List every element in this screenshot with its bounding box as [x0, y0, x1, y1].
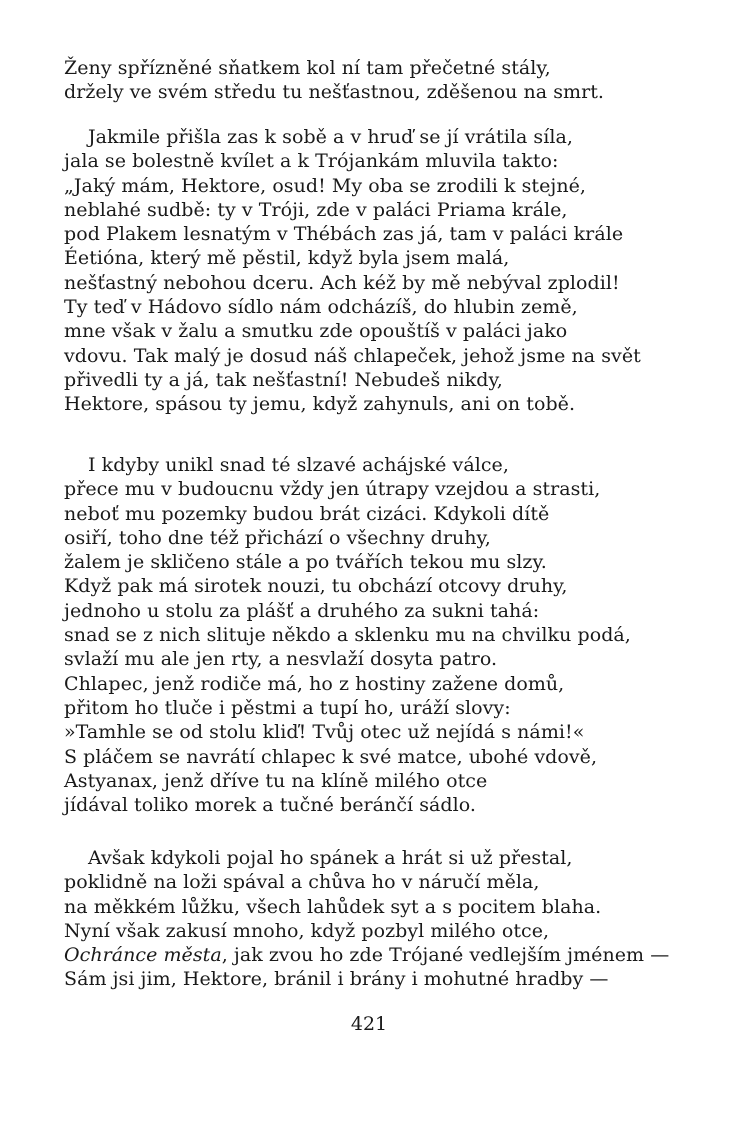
italic-epithet: Ochránce města: [64, 944, 222, 967]
verse-line: I kdyby unikl snad té slzavé achájské válce,: [88, 454, 509, 476]
verse-line: jala se bolestně kvílet a k Trójankám mluvila takto:: [64, 150, 559, 173]
verse-line: osiří, toho dne též přichází o všechny druhy,: [64, 526, 491, 549]
verse-line: nešťastný nebohou dceru. Ach kéž by mě nebýval zplodil!: [64, 271, 620, 294]
verse-line: držely ve svém středu tu nešťastnou, zděšenou na smrt.: [64, 81, 604, 104]
verse-line: snad se z nich slituje někdo a sklenku mu na chvilku podá,: [64, 624, 631, 647]
verse-line: poklidně na loži spával a chůva ho v náručí měla,: [64, 871, 540, 894]
verse-line: vdovu. Tak malý je dosud náš chlapeček, jehož jsme na svět: [64, 344, 641, 367]
verse-line: „Jaký mám, Hektore, osud! My oba se zrodili k stejné,: [64, 174, 587, 197]
verse-line: přitom ho tluče i pěstmi a tupí ho, uráží slovy:: [64, 696, 511, 719]
verse-line: Hektore, spásou ty jemu, když zahynuls, ani on tobě.: [64, 393, 576, 416]
verse-line: Ty teď v Hádovo sídlo nám odcházíš, do hlubin země,: [64, 296, 578, 319]
verse-line: přivedli ty a já, tak nešťastní! Nebudeš nikdy,: [64, 368, 503, 391]
stanza-3: [64, 453, 724, 817]
verse-line: Když pak má sirotek nouzi, tu obchází otcovy druhy,: [64, 575, 568, 598]
verse-line: jídával toliko morek a tučné beránčí sádlo.: [64, 794, 477, 817]
verse-line: neboť mu pozemky budou brát cizáci. Kdykoli dítě: [64, 502, 550, 525]
verse-line: pod Plakem lesnatým v Thébách zas já, tam v paláci krále: [64, 223, 624, 246]
verse-line: S pláčem se navrátí chlapec k své matce, ubohé vdově,: [64, 745, 598, 768]
verse-line: přece mu v budoucnu vždy jen útrapy vzejdou a strasti,: [64, 478, 601, 501]
verse-line: Sám jsi jim, Hektore, bránil i brány i mohutné hradby —: [64, 968, 609, 991]
verse-line: žalem je skličeno stále a po tvářích tekou mu slzy.: [64, 551, 547, 574]
verse-line: neblahé sudbě: ty v Tróji, zde v paláci Priama krále,: [64, 198, 568, 221]
verse-line: Éetióna, který mě pěstil, když byla jsem malá,: [64, 247, 510, 270]
verse-line: Astyanax, jenž dříve tu na klíně milého otce: [64, 769, 488, 792]
verse-line: svlaží mu ale jen rty, a nesvlaží dosyta patro.: [64, 648, 498, 671]
verse-line: jednoho u stolu za plášť a druhého za sukni tahá:: [64, 599, 540, 622]
stanza-1: [64, 56, 724, 105]
verse-line-with-italic: [64, 943, 724, 967]
verse-line: na měkkém lůžku, všech lahůdek syt a s pocitem blaha.: [64, 895, 602, 918]
page-number: 421: [350, 1013, 388, 1035]
verse-line: mne však v žalu a smutku zde opouštíš v paláci jako: [64, 320, 568, 343]
verse-line-rest: , jak zvou ho zde Trójané vedlejším jménem —: [221, 944, 670, 967]
verse-line: Jakmile přišla zas k sobě a v hruď se jí vrátila síla,: [88, 126, 573, 148]
verse-line: Nyní však zakusí mnoho, když pozbyl milého otce,: [64, 919, 550, 942]
verse-line: Chlapec, jenž rodiče má, ho z hostiny zažene domů,: [64, 672, 565, 695]
stanza-4: [64, 846, 724, 992]
verse-line: »Tamhle se od stolu kliď! Tvůj otec už nejídá s námi!«: [64, 721, 585, 744]
verse-line: Avšak kdykoli pojal ho spánek a hrát si už přestal,: [88, 847, 573, 869]
verse-line: Ženy spřízněné sňatkem kol ní tam přečetné stály,: [64, 57, 551, 79]
stanza-2: [64, 125, 724, 417]
